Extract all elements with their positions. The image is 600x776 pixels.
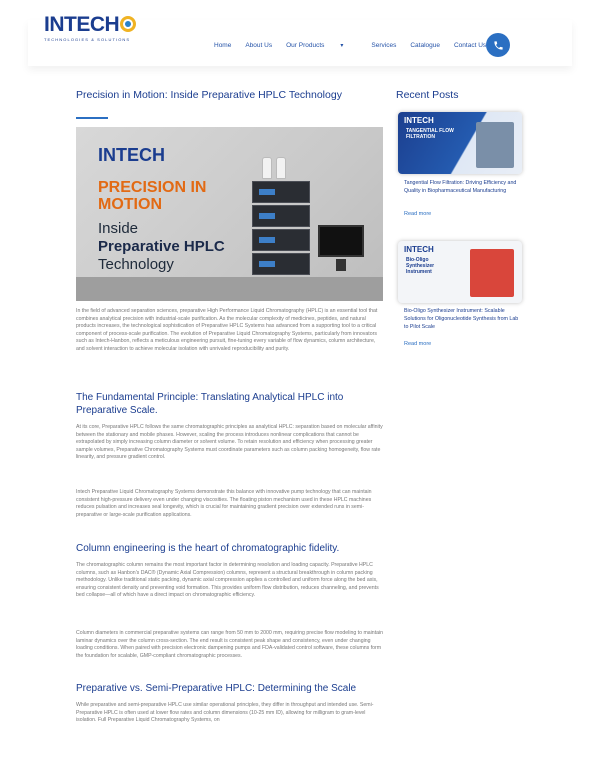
hero-headline: PRECISION IN MOTION (98, 179, 207, 213)
hero-line2: Preparative HPLC (98, 238, 225, 255)
section-paragraph: Column diameters in commercial preparative systems can range from 50 mm to 2000 mm, requiring precise flow modeling to maintain laminar dynamics over the column cross-section. The end result is consistent peak shape and consistency, even under changing loading conditions. When paired with precision electronic dampening pumps and FDA-validated control software, these columns form the foundation for scalable, GMP-compliant chromatographic processes. (76, 630, 384, 659)
hero-logo: INTECH (98, 145, 165, 165)
solvent-bottle-icon (262, 157, 272, 179)
card-logo: INTECH (404, 116, 434, 125)
card-image-label: TANGENTIAL FLOW FILTRATION (406, 128, 454, 140)
nav-contact-us[interactable]: Contact Us (453, 42, 487, 49)
title-divider (76, 117, 108, 119)
read-more-link[interactable]: Read more (404, 211, 432, 217)
nav-services[interactable]: Services (371, 42, 397, 49)
logo-globe-icon (120, 16, 136, 32)
recent-post-image[interactable] (398, 241, 522, 303)
recent-post-link[interactable]: Bio-Oligo Synthesizer Instrument: Scalable Solutions for Oligonucleotide Synthesis from Lab to Pilot Scale (404, 308, 519, 330)
nav-our-products[interactable]: Our Products ▾ (286, 42, 344, 49)
section-heading: The Fundamental Principle: Translating Analytical HPLC into Preparative Scale. (76, 392, 344, 416)
recent-post-image[interactable] (398, 112, 522, 174)
read-more-link[interactable]: Read more (404, 341, 432, 347)
intro-paragraph: In the field of advanced separation sciences, preparative High Performance Liquid Chromatography (HPLC) is an essential tool that combines analytical precision with industrial-scale purification. As the molecular complexity of medicines, peptides, and natural products increases, the technological sophistication of Preparative HPLC Systems has advanced from a supporting tool to a critical component of process-scale purification. The evolution of Preparative Liquid Chromatography Systems, particularly from innovators such as Intech-Hanbon, reflects a meticulous engineering pursuit, fine-tuning every variable of flow dynamics, column architecture, and solvent interaction to achieve molecular isolation with unrivaled reproducibility and purity. (76, 308, 378, 352)
hero-line1: Inside (98, 220, 139, 237)
solvent-bottle-icon (276, 157, 286, 179)
filtration-machine-icon (476, 122, 514, 168)
nav-about-us[interactable]: About Us (245, 42, 273, 49)
section-paragraph: While preparative and semi-preparative HPLC use similar operational principles, they differ in throughput and intended use. Semi-Preparative HPLC is often used at lower flow rates and column dimensions (10-25 mm ID), allowing for milligram to gram-level isolation. Full Preparative Liquid Chromatography Systems, on (76, 702, 374, 724)
section-heading: Preparative vs. Semi-Preparative HPLC: Determining the Scale (76, 683, 357, 694)
section-heading: Column engineering is the heart of chromatographic fidelity. (76, 543, 340, 554)
brand-logo[interactable]: INTECH TECHNOLOGIES & SOLUTIONS (44, 14, 136, 48)
synthesizer-machine-icon (470, 249, 514, 297)
sidebar-title: Recent Posts (396, 89, 459, 101)
recent-post-link[interactable]: Tangential Flow Filtration: Driving Efficiency and Quality in Biopharmaceutical Manufacturing (404, 180, 517, 194)
chevron-down-icon: ▾ (340, 43, 344, 49)
section-paragraph: Intech Preparative Liquid Chromatography Systems demonstrate this balance with innovative pump technology that can maintain consistent high-pressure delivery even under changing viscosities. The floating piston mechanism used in these HPLC machines reduces pulsation and increases seal longevity, which is crucial for maintaining gradient precision over extended runs in semi-preparative or large-scale purification applications. (76, 489, 372, 518)
hero-line3: Technology (98, 256, 174, 273)
main-nav (214, 42, 500, 49)
phone-icon[interactable] (486, 33, 510, 57)
section-paragraph: The chromatographic column remains the most important factor in determining resolution and loading capacity. Preparative HPLC columns, such as Hanbon's DAC® (Dynamic Axial Compression) columns, represent a structural breakthrough in column packing methodology. Unlike traditional static packing, dynamic axial compression applies a controlled and uniform force along the bed axis, ensuring consistent density and preventing void formation. This provides uniform flow distribution, reduces channeling, and prevents bed collapse—all of which have a direct impact on chromatographic efficiency. (76, 562, 379, 599)
desk (76, 277, 383, 301)
card-logo: INTECH (404, 245, 434, 254)
page-title: Precision in Motion: Inside Preparative HPLC Technology (76, 89, 342, 101)
card-image-label: Bio-Oligo Synthesizer Instrument (406, 257, 435, 275)
hplc-instrument-icon (252, 181, 310, 281)
nav-home[interactable]: Home (214, 42, 232, 49)
nav-catalogue[interactable]: Catalogue (410, 42, 440, 49)
monitor-stand (336, 259, 346, 271)
monitor-icon (318, 225, 364, 257)
section-paragraph: At its core, Preparative HPLC follows the same chromatographic principles as analytical HPLC: separation based on molecular affinity between the stationary and mobile phases. However, scaling the process introduces nonlinear complications that cannot be extrapolated by simply increasing column diameter or solvent volume. To retain resolution and efficiency when processing greater sample volumes, Preparative Chromatography Systems must coordinate parameters such as column packing homogeneity, flow rate linearity, and pressure gradient control. (76, 424, 383, 461)
hero-image (76, 127, 383, 301)
